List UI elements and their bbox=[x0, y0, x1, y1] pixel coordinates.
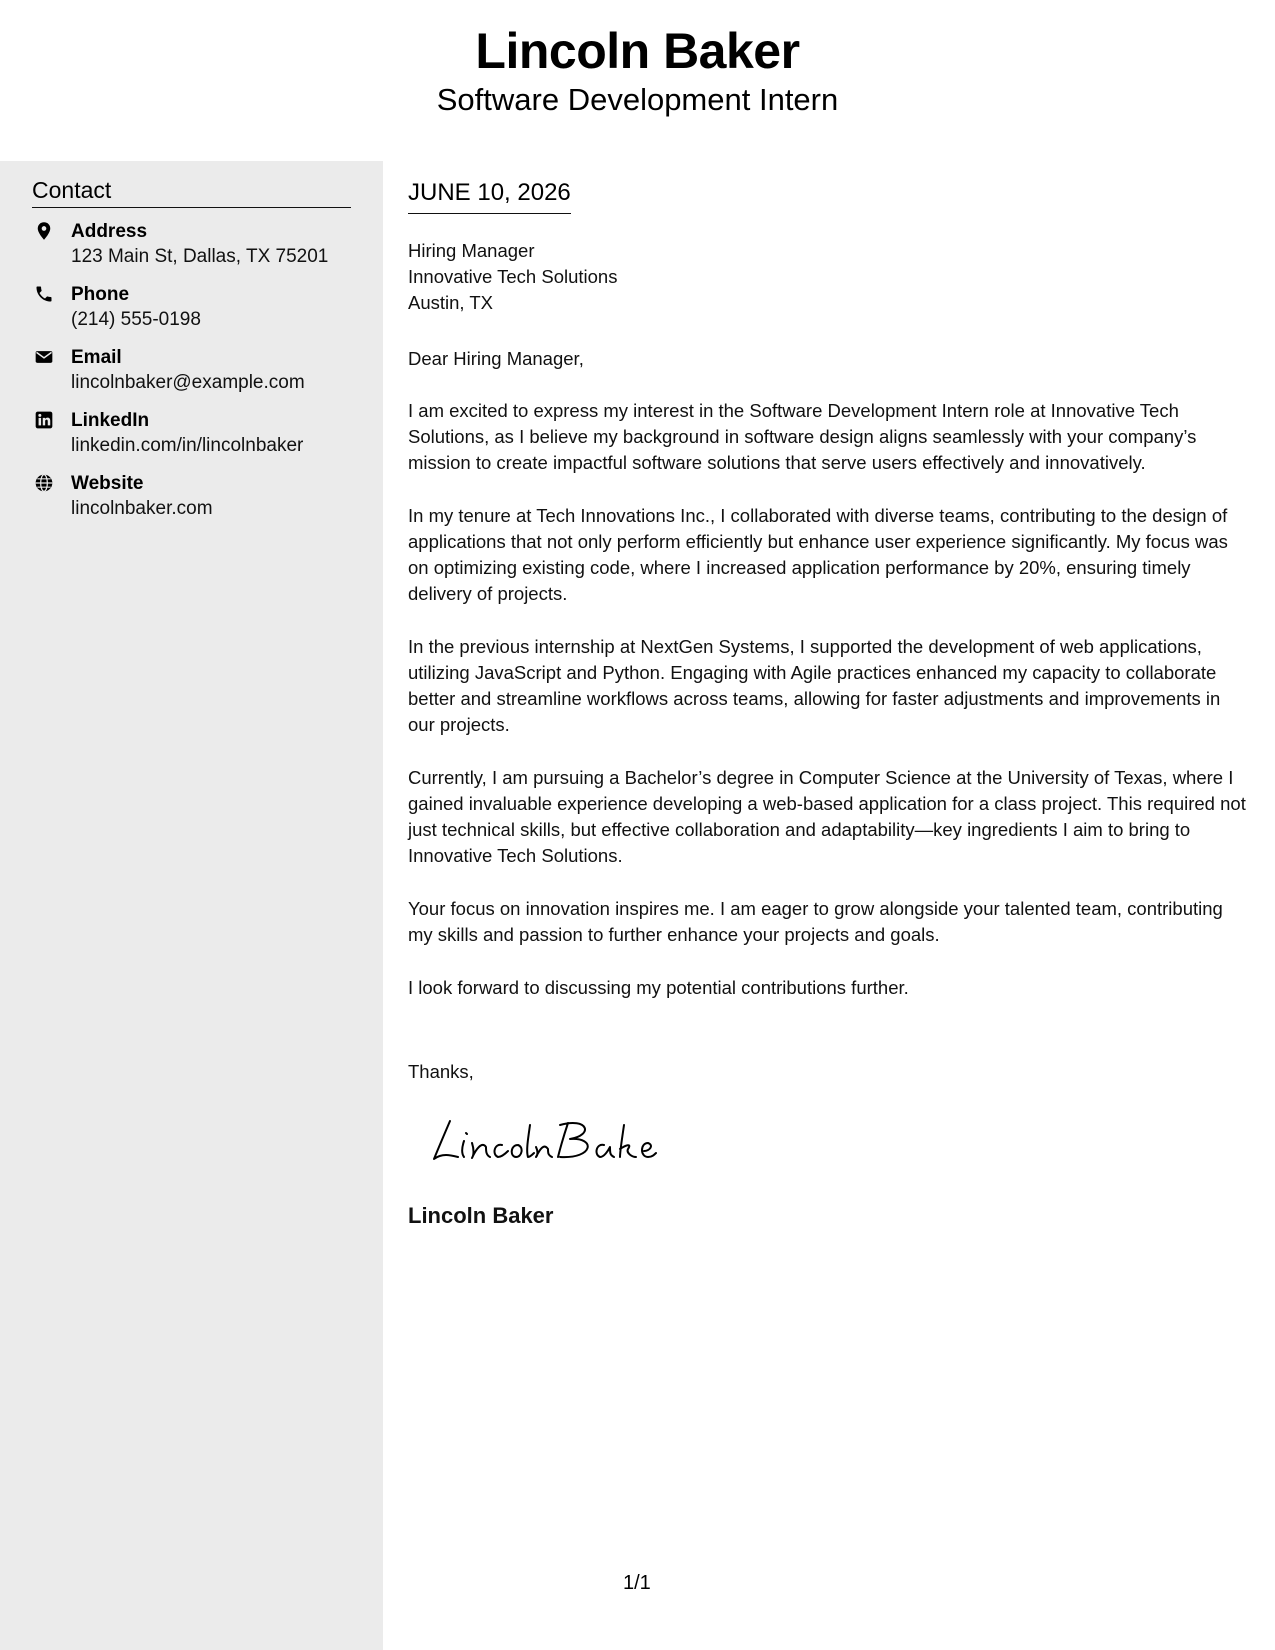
recipient-line: Innovative Tech Solutions bbox=[408, 266, 618, 287]
contact-item-linkedin bbox=[32, 408, 362, 471]
contact-label: Email bbox=[71, 347, 122, 368]
handwritten-signature bbox=[428, 1111, 658, 1171]
paragraph: I am excited to express my interest in the Software Development Intern role at Innovative Tech Solutions, as I believe my background in software design aligns seamlessly with your company’s mission to create impactful software solutions that serve users effectively and innovatively. bbox=[408, 400, 1197, 473]
applicant-name: Lincoln Baker bbox=[475, 23, 800, 79]
contact-sidebar bbox=[0, 161, 383, 1650]
letter-paragraphs bbox=[408, 398, 1248, 1028]
contact-item-address bbox=[32, 219, 362, 282]
paragraph: Your focus on innovation inspires me. I am eager to grow alongside your talented team, contributing my skills and passion to further enhance your projects and goals. bbox=[408, 898, 1223, 945]
contact-list bbox=[32, 219, 362, 534]
recipient-line: Austin, TX bbox=[408, 292, 494, 313]
map-pin-icon bbox=[34, 221, 54, 241]
page-number: 1/1 bbox=[623, 1572, 651, 1594]
paragraph: I look forward to discussing my potential contributions further. bbox=[408, 977, 909, 998]
contact-title: Contact bbox=[32, 177, 351, 208]
closing: Thanks, bbox=[408, 1061, 474, 1082]
contact-label: Website bbox=[71, 473, 144, 494]
recipient-line: Hiring Manager bbox=[408, 240, 535, 261]
contact-item-email bbox=[32, 345, 362, 408]
letter-date: JUNE 10, 2026 bbox=[408, 179, 571, 214]
linkedin-value: linkedin.com/in/lincolnbaker bbox=[71, 435, 304, 456]
envelope-icon bbox=[34, 347, 54, 367]
paragraph: In my tenure at Tech Innovations Inc., I collaborated with diverse teams, contributing to the design of applications that not only perform efficiently but enhance user experience significantly. My focus was on optimizing existing code, where I increased application performance by 20%, ensuring timely delivery of projects. bbox=[408, 505, 1228, 604]
website-value: lincolnbaker.com bbox=[71, 498, 213, 519]
linkedin-icon bbox=[34, 410, 54, 430]
applicant-role: Software Development Intern bbox=[436, 82, 839, 117]
contact-label: Address bbox=[71, 221, 148, 242]
paragraph: In the previous internship at NextGen Systems, I supported the development of web applications, utilizing JavaScript and Python. Engaging with Agile practices enhanced my capacity to collaborate better and streamline workflows across teams, allowing for faster adjustments and improvements in our projects. bbox=[408, 636, 1221, 735]
contact-item-website bbox=[32, 471, 362, 534]
email-value: lincolnbaker@example.com bbox=[71, 372, 305, 393]
globe-icon bbox=[34, 473, 54, 493]
contact-item-phone bbox=[32, 282, 362, 345]
contact-label: Phone bbox=[71, 284, 130, 305]
recipient-block bbox=[408, 238, 1248, 316]
address-value: 123 Main St, Dallas, TX 75201 bbox=[71, 246, 329, 267]
signer-name: Lincoln Baker bbox=[408, 1203, 554, 1228]
phone-icon bbox=[34, 284, 54, 304]
contact-label: LinkedIn bbox=[71, 410, 150, 431]
phone-value: (214) 555-0198 bbox=[71, 309, 201, 330]
salutation: Dear Hiring Manager, bbox=[408, 348, 584, 369]
paragraph: Currently, I am pursuing a Bachelor’s degree in Computer Science at the University of Texas, where I gained invaluable experience developing a web-based application for a class project. This required not just technical skills, but effective collaboration and adaptability—key ingredients I aim to bring to Innovative Tech Solutions. bbox=[408, 767, 1246, 866]
letter-header bbox=[0, 0, 1275, 161]
